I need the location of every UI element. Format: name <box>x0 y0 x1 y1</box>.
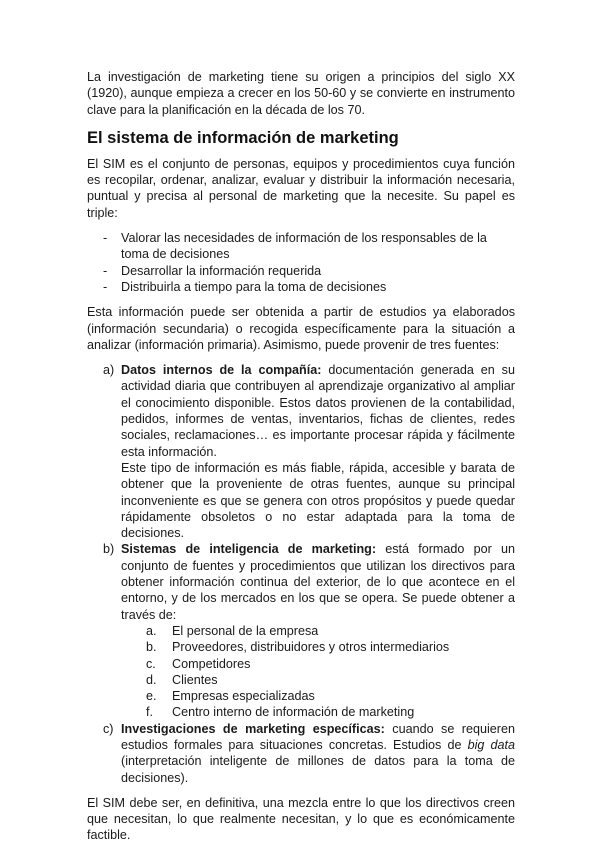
sublist-item: a. El personal de la empresa <box>146 623 319 638</box>
source-title: Sistemas de inteligencia de marketing: <box>121 542 377 557</box>
section-heading: El sistema de información de marketing <box>87 128 399 147</box>
intro-paragraph: La investigación de marketing tiene su origen a principios del siglo XX (1920), aunque empieza a crecer en los 50-60 y se convierte en instrumento clave para la planificación en la década de los 70. <box>87 70 515 117</box>
dash-bullet: - <box>103 263 108 278</box>
list-item: - Valorar las necesidades de información de los responsables de la toma de decisiones <box>103 231 487 262</box>
list-letter: b) <box>103 542 115 557</box>
source-item-market-research <box>87 721 515 786</box>
sources-intro-paragraph: Esta información puede ser obtenida a partir de estudios ya elaborados (información secundaria) o recogida específicamente para la situación a analizar (información primaria). Asimismo, puede provenir de tres fuentes: <box>87 305 515 352</box>
dash-bullet: - <box>103 279 108 294</box>
list-letter: a) <box>103 363 115 378</box>
intelligence-sources-sublist <box>121 623 515 721</box>
sources-list <box>87 362 515 786</box>
document-body <box>87 69 515 844</box>
source-text: cuando se requieren estudios formales para situaciones concretas. Estudios de <box>121 721 515 752</box>
dash-bullet: - <box>103 231 108 246</box>
list-item: - Distribuirla a tiempo para la toma de decisiones <box>103 279 387 294</box>
conclusion-paragraph: El SIM debe ser, en definitiva, una mezcla entre lo que los directivos creen que necesitan, lo que realmente necesitan, y lo que es económicamente factible. <box>87 795 515 843</box>
sublist-item: e. Empresas especializadas <box>146 689 315 704</box>
sublist-item: f. Centro interno de información de marketing <box>146 705 415 720</box>
sublist-item: b. Proveedores, distribuidores y otros intermediarios <box>146 640 450 655</box>
roles-list <box>87 230 515 295</box>
sublist-item: c. Competidores <box>146 656 251 671</box>
source-item-internal-data <box>87 362 515 541</box>
source-text: está formado por un conjunto de fuentes y procedimientos que utilizan los directivos para obtener información continua del exterior, de lo que acontece en el entorno, y de los mercados en los que se opera. Se puede obtener a través de: <box>121 542 515 622</box>
source-title: Datos internos de la compañía: <box>121 363 322 378</box>
source-title: Investigaciones de marketing específicas: <box>121 721 385 736</box>
source-text-end: (interpretación inteligente de millones de datos para la toma de decisiones). <box>121 754 515 785</box>
source-item-intelligence <box>87 541 515 720</box>
source-text-continued: Este tipo de información es más fiable, rápida, accesible y barata de obtener que la proveniente de otras fuentes, aunque su principal inconveniente es que se genera con otros propósitos y puede quedar rápidamente obsoletos o no estar adaptada para la toma de decisiones. <box>121 460 515 541</box>
sublist-item: d. Clientes <box>146 672 218 687</box>
sim-definition-paragraph: El SIM es el conjunto de personas, equipos y procedimientos cuya función es recopilar, ordenar, analizar, evaluar y distribuir la información necesaria, puntual y precisa al personal de marketing que la necesite. Su papel es triple: <box>87 156 515 220</box>
italic-term: big data <box>467 737 516 752</box>
source-text: documentación generada en su actividad diaria que contribuyen al aprendizaje organizativo al ampliar el conocimiento disponible. Estos datos provienen de la contabilidad, pedidos, informes de ventas, inventarios, fichas de clientes, redes sociales, reclamaciones… es importante procesar rápida y fácilmente esta información. <box>121 363 515 459</box>
list-letter: c) <box>103 721 114 736</box>
list-item: - Desarrollar la información requerida <box>103 263 322 278</box>
